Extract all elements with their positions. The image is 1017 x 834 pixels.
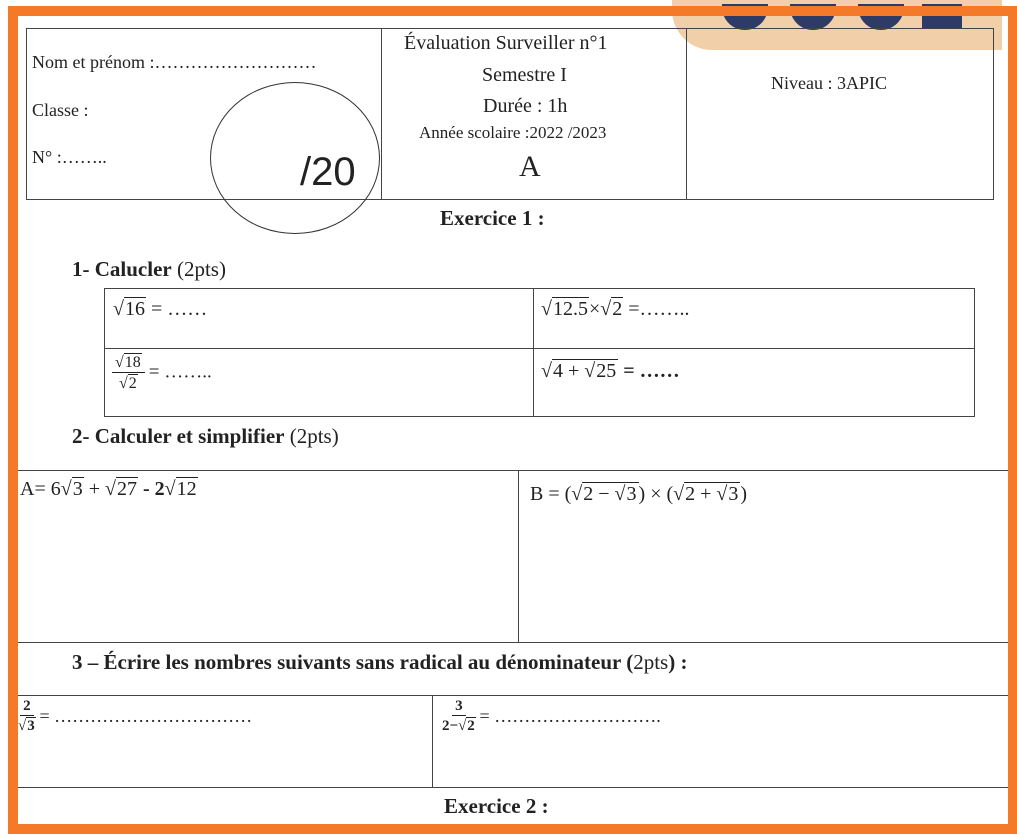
expr-part: ) × ( [638, 483, 674, 505]
radicand-part: 2 − [583, 483, 615, 505]
score-label: /20 [300, 150, 356, 194]
table-divider [8, 787, 1008, 788]
table-divider [104, 348, 974, 349]
radicand: 2 [128, 375, 137, 393]
radicand: 4 + √25 [552, 360, 617, 382]
radicand: 3 [728, 483, 739, 505]
expression-b: B = (√2 − √3 ) × (√2 + √3 ) [530, 483, 748, 505]
fraction: $\frac{√18}{√2}$ [112, 354, 145, 394]
radicand-part: 2 + [685, 483, 717, 505]
answer-blank: = ………………………. [479, 706, 661, 727]
header-divider [686, 28, 687, 199]
calcul-cell-d: √4 + √25 = …… [541, 360, 680, 382]
table-divider [533, 288, 534, 416]
radicand: 3 [72, 478, 83, 500]
answer-blank: =…….. [628, 298, 690, 320]
evaluation-title: Évaluation Surveiller n°1 [404, 32, 608, 54]
radicand: 16 [124, 298, 145, 320]
semestre-label: Semestre I [482, 64, 567, 86]
radicand: 2 [612, 298, 623, 320]
header-divider [381, 28, 382, 199]
classe-label: Classe : [32, 100, 89, 120]
radicand: 2 + √3 [685, 483, 739, 505]
annee-scolaire: Année scolaire :2022 /2023 [419, 123, 607, 142]
radicand: 12 [176, 478, 197, 500]
answer-blank: = …….. [148, 361, 212, 383]
question3-title [72, 650, 687, 675]
table-divider [518, 470, 519, 642]
expression-a: A= 6√3 + √27 - 2√12 [20, 478, 197, 500]
question2-title [72, 424, 339, 449]
question3-end: ) : [668, 650, 688, 674]
radicand: 3 [626, 483, 637, 505]
radicand: 27 [116, 478, 137, 500]
radicand: 3 [27, 718, 35, 735]
radicand: 2 [467, 718, 475, 735]
question1-points: (2pts) [176, 257, 226, 281]
exercice2-title: Exercice 2 : [444, 794, 549, 818]
question2-label: 2- Calculer et simplifier [72, 424, 285, 448]
radicand: 12.5 [552, 298, 588, 320]
denominator-part: 2− [442, 718, 459, 735]
answer-blank: = …………………………… [39, 706, 253, 727]
calcul-cell-a: √16 = …… [113, 298, 208, 320]
niveau-label: Niveau : 3APIC [771, 73, 887, 93]
calcul-cell-c [112, 354, 212, 394]
table-divider [8, 695, 1008, 696]
expr-part: B = ( [530, 483, 572, 505]
expr-part: A= 6 [20, 478, 61, 500]
question3-label: 3 – Écrire les nombres suivants sans radical au dénominateur ( [72, 650, 634, 674]
duree-label: Durée : 1h [483, 95, 568, 117]
operator: × [588, 298, 601, 320]
table-divider [8, 642, 1008, 643]
numero-label: N° :…….. [32, 147, 107, 167]
expr-part: ) [740, 483, 748, 505]
question3-points: 2pts [633, 650, 669, 674]
calcul-cell-b: √12.5×√2 =…….. [541, 298, 690, 320]
expr-part: + [83, 478, 105, 500]
decoration-shape [790, 4, 836, 30]
fraction-cell-1 [18, 698, 252, 735]
question2-points: (2pts) [289, 424, 339, 448]
table-divider [8, 470, 1008, 471]
fraction: $\frac{2}{√3}$ [18, 698, 35, 735]
exercice1-title: Exercice 1 : [440, 206, 545, 230]
radicand: 2 − √3 [583, 483, 637, 505]
fraction: $\frac{3}{2-√2}$ [442, 698, 475, 735]
decoration-shape [858, 4, 904, 30]
numerator: 2 [20, 698, 34, 716]
answer-blank: = …… [150, 298, 208, 320]
fraction-cell-2 [442, 698, 661, 735]
answer-blank: = …… [623, 360, 680, 382]
radicand: 18 [124, 354, 141, 371]
version-letter: A [519, 150, 541, 183]
radicand-part: 4 + [552, 360, 585, 382]
question1-label: 1- Calucler [72, 257, 172, 281]
decoration-shape [722, 4, 768, 30]
radicand: 25 [596, 360, 617, 382]
numerator: 3 [452, 698, 466, 716]
question1-title [72, 257, 226, 282]
calcul-table [104, 288, 975, 417]
table-divider [432, 695, 433, 787]
nom-prenom-label: Nom et prénom :……………………… [32, 52, 317, 72]
expr-part: - 2 [137, 478, 165, 500]
decoration-shape [922, 4, 962, 28]
